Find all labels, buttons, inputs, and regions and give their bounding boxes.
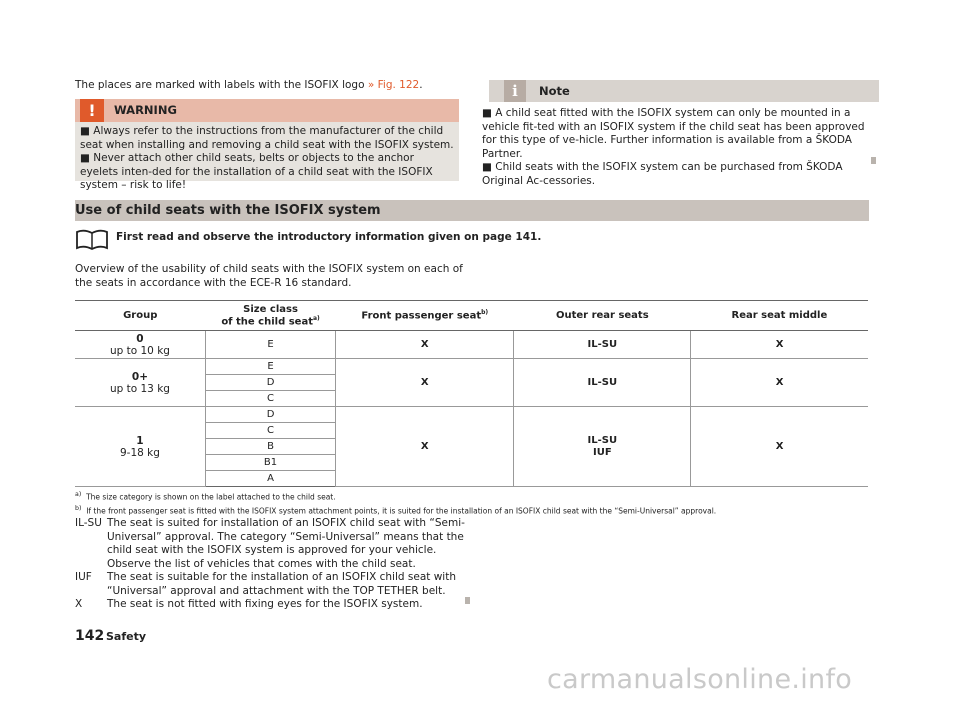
watermark: carmanualsonline.info <box>547 664 853 695</box>
front-cell: X <box>336 407 514 487</box>
note-text <box>482 107 872 188</box>
table-row <box>75 331 868 359</box>
size-cell: C <box>205 391 335 407</box>
page-number: 142 <box>75 628 105 644</box>
middle-cell: X <box>691 407 868 487</box>
overview-text: Overview of the usability of child seats with the ISOFIX system on each of the seats in accordance with the ECE-R 16 standard. <box>75 263 463 289</box>
front-cell: X <box>336 331 514 359</box>
header-rear-middle: Rear seat middle <box>691 301 868 331</box>
section-end-mark <box>465 597 470 604</box>
footnote-b: $^{b)}$ If the front passenger seat is fitted with the ISOFIX system attachment points, it is suited for the installation of an ISOFIX child seat with the “Semi-Universal” approval. <box>75 504 717 515</box>
legend-key: X <box>75 598 83 610</box>
warning-icon: ! <box>80 99 104 122</box>
section-end-mark <box>871 157 876 164</box>
outer-cell: IL-SU IUF <box>514 407 691 487</box>
table-header-row <box>75 301 868 331</box>
outer-cell: IL-SU <box>514 359 691 407</box>
group-cell: 0 up to 10 kg <box>75 331 205 359</box>
group-cell: 0+ up to 13 kg <box>75 359 205 407</box>
header-front-passenger: Front passenger seat$^{b)}$ <box>336 301 514 331</box>
legend-text: The seat is suited for installation of an ISOFIX child seat with “Semi-Universal” approval. The category “Semi-Universal” means that the child seat with the ISOFIX system is approved for your vehicle. Observe the list of vehicles that comes with the child seat. <box>107 517 465 570</box>
table-row <box>75 407 868 423</box>
front-cell: X <box>336 359 514 407</box>
legend-row <box>75 571 475 598</box>
size-cell: D <box>205 407 335 423</box>
header-group: Group <box>75 301 205 331</box>
size-cell: E <box>205 359 335 375</box>
size-cell: D <box>205 375 335 391</box>
note-item: ■ Child seats with the ISOFIX system can be purchased from ŠKODA Original Ac-cessories. <box>482 161 843 187</box>
open-book-icon <box>75 229 109 251</box>
warning-item: ■ Never attach other child seats, belts or objects to the anchor eyelets inten-ded for the installation of a child seat with the ISOFIX system – risk to life! <box>80 152 433 191</box>
read-first-note: First read and observe the introductory information given on page 141. <box>116 231 542 243</box>
note-title: Note <box>539 84 570 98</box>
info-icon: i <box>504 80 526 102</box>
footnote-a: $^{a)}$ The size category is shown on the label attached to the child seat. <box>75 491 336 502</box>
group-cell: 1 9-18 kg <box>75 407 205 487</box>
size-cell: B1 <box>205 455 335 471</box>
outer-cell: IL-SU <box>514 331 691 359</box>
intro-tail: . <box>419 79 423 91</box>
middle-cell: X <box>691 331 868 359</box>
warning-text <box>80 125 455 193</box>
legend-row <box>75 598 475 612</box>
header-size-class: Size class of the child seat$^{a)}$ <box>205 301 335 331</box>
isofix-table <box>75 300 868 487</box>
note-item: ■ A child seat fitted with the ISOFIX system can only be mounted in a vehicle fit-ted with an ISOFIX system if the child seat has been approved for this type of ve-hicle. Further information is available from a ŠKODA Partner. <box>482 107 865 160</box>
legend-key: IUF <box>75 571 92 583</box>
intro-line <box>75 79 475 93</box>
size-cell: B <box>205 439 335 455</box>
table-row <box>75 359 868 375</box>
middle-cell: X <box>691 359 868 407</box>
size-cell: A <box>205 471 335 487</box>
legend-text: The seat is suitable for the installation of an ISOFIX child seat with “Universal” approval and attachment with the TOP TETHER belt. <box>107 571 456 597</box>
size-cell: E <box>205 331 335 359</box>
section-title: Use of child seats with the ISOFIX system <box>75 203 381 218</box>
warning-title: WARNING <box>114 103 177 117</box>
intro-text: The places are marked with labels with the ISOFIX logo <box>75 79 368 91</box>
warning-item: ■ Always refer to the instructions from the manufacturer of the child seat when installing and removing a child seat with the ISOFIX system. <box>80 125 454 151</box>
header-outer-rear: Outer rear seats <box>514 301 691 331</box>
figure-link[interactable]: » Fig. 122 <box>367 79 420 91</box>
footer-section-name: Safety <box>106 630 147 643</box>
legend-text: The seat is not fitted with fixing eyes for the ISOFIX system. <box>107 598 423 610</box>
footnotes <box>75 489 716 516</box>
legend-row <box>75 517 475 571</box>
size-cell: C <box>205 423 335 439</box>
legend <box>75 517 475 612</box>
legend-key: IL-SU <box>75 517 102 529</box>
